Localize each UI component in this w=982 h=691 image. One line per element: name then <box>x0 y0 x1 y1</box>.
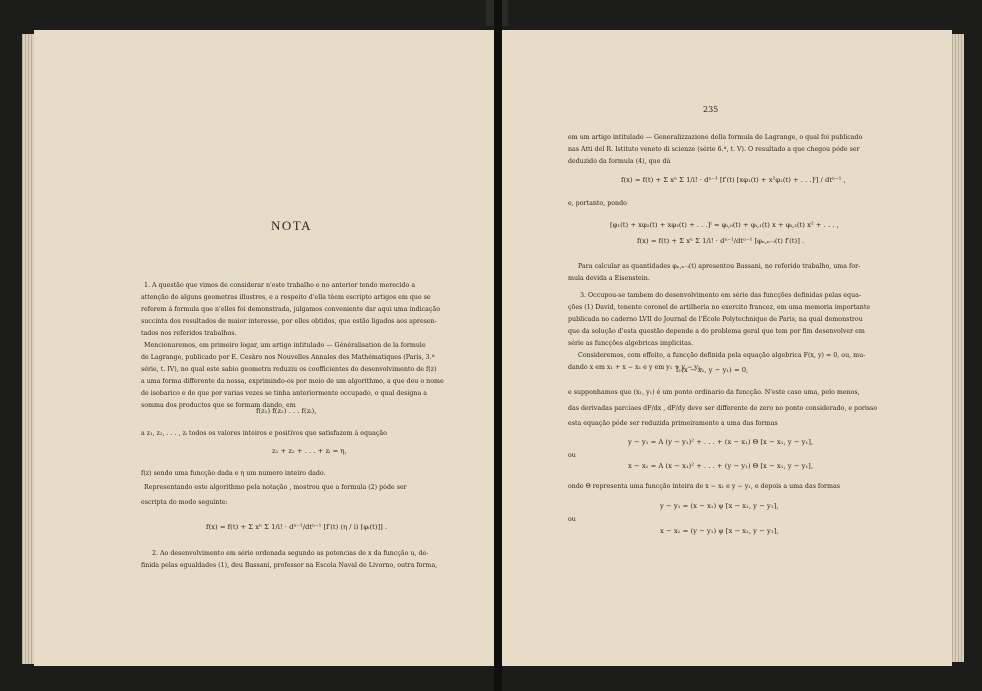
text-line: que da solução d'esta questão depende a do problema geral que tem por fim desenvolver em <box>568 328 865 335</box>
text-line: tados nos referidos trabalhos. <box>141 330 237 337</box>
text-line: 1. A questão que vimos de considerar n'este trabalho e no anterior tendo merecido a <box>144 282 416 289</box>
text-line: finida pelas egualdades (1), deu Bassani, professor na Escola Naval de Livorno, outra forma, <box>141 562 438 569</box>
text-line: 2. Ao desenvolvimento em série ordenada segundo as potencias de x da funcção u, de- <box>152 550 429 557</box>
text-line: publicada no caderno LVII do Journal de l'École Polytechnique de Paris, na qual demonstrou <box>568 316 863 323</box>
text-line: de Lagrange, publicado por E. Cesàro nos Nouvelles Annales des Mathématiques (Paris, 3.ª <box>141 354 435 361</box>
text-line: a z₁, z₂, . . . , zᵢ todos os valores inteiros e positivos que satisfazem á equação <box>141 430 387 437</box>
right-page <box>500 30 952 666</box>
text-line: nas Atti del R. Istituto veneto di scienze (série 6.ª, t. V). O resultado a que chegou póde ser <box>568 146 860 153</box>
text-line: a uma forma differente da nossa, exprimindo-os por meio de um algorithmo, a que deu o nome <box>141 378 444 385</box>
text-line: e, portanto, pondo <box>568 200 627 207</box>
page-number: 235 <box>703 105 719 114</box>
equation: f(x) = f(t) + Σ xⁿ Σ 1/i! · dⁿ⁻¹/dtⁿ⁻¹ [f′(t) (η / i) [φᵢ(t)]] . <box>206 523 388 531</box>
text-line: série, t. IV), no qual este sabio geometra reduziu os coefficientes do desenvolvimento de f(z) <box>141 366 437 373</box>
text-line: de isobarico e de que por varias vezes se tinha anteriormente occupado, o qual designa a <box>141 390 427 397</box>
equation: x − x₁ = (y − y₁) ψ [x − x₁, y − y₁], <box>660 527 779 535</box>
equation: y − y₁ = (x − x₁) ψ [x − x₁, y − y₁], <box>660 502 779 510</box>
text-line: ou <box>568 516 576 523</box>
text-line: somma dos productos que se formam dando, em <box>141 402 296 409</box>
text-line: onde Θ representa uma funcção inteira de x − x₁ e y − y₁, e depois a uma das formas <box>568 483 841 490</box>
text-line: em um artigo intitulado — Generalizzazione della formula de Lagrange, o qual foi publicado <box>568 134 863 141</box>
book-gutter <box>494 0 502 691</box>
equation: f(x) = f(t) + Σ xⁿ Σ 1/i! · dⁿ⁻¹ [f′(t) [xφ₁(t) + x²φ₂(t) + . . .]ⁱ] / dtⁿ⁻¹ , <box>621 176 846 184</box>
text-line: attenção de alguns geometras illustres, e a respeito d'ella têem escripto artigos em que se <box>141 294 431 301</box>
equation: f(x) = f(t) + Σ xⁿ Σ 1/i! · dⁿ⁻¹/dtⁿ⁻¹ [φₙ,ₙ₋ᵢ(t) f′(t)] . <box>637 237 805 245</box>
equation: [φ₁(t) + xφ₂(t) + xφ₃(t) + . . .]ⁱ = φᵢ,₀(t) + φᵢ,₁(t) x + φᵢ,₂(t) x² + . . . , <box>610 221 839 229</box>
left-page <box>34 30 496 666</box>
text-line: série as funcções algebricas implicitas. <box>568 340 694 347</box>
equation: y − y₁ = A (y − y₁)² + . . . + (x − x₁) Θ [x − x₁, y − y₁], <box>628 438 814 446</box>
text-line: ou <box>568 452 576 459</box>
text-line: ções (1) David, tenente coronel de artilheria no exercito francez, em uma memoria importante <box>568 304 871 311</box>
page-title: NOTA <box>271 218 313 233</box>
text-line: mula devida a Eisenstein. <box>568 275 650 282</box>
equation: f(z₁) f(z₂) . . . f(zᵢ), <box>256 407 317 415</box>
text-line: esta equação póde ser reduzida primeiramente a uma das formas <box>568 420 778 427</box>
text-line: das derivadas parciaes dF/dx , dF/dy deve ser differente de zero no ponto considerado, e porisso <box>568 405 878 412</box>
text-line: Para calcular as quantidades φₙ,ₙ₋ᵢ(t) apresentou Bassani, no referido trabalho, uma for- <box>578 263 861 270</box>
text-line: escripta do modo seguinte: <box>141 499 228 506</box>
text-line: referem á formula que n'elles foi demonstrada, julgamos conveniente dar aqui uma indicação <box>141 306 440 313</box>
text-line: dando x em x₁ + x − x₁ e y em y₁ + y − y₁, <box>568 364 703 371</box>
text-line: deduzido da formula (4), que dá <box>568 158 671 165</box>
right-page-edges <box>950 34 964 662</box>
equation: x − x₁ = A (x − x₁)² + . . . + (y − y₁) Θ [x − x₁, y − y₁], <box>628 462 813 470</box>
text-line: Consideremos, com effeito, a funcção definida pela equação algebrica F(x, y) = 0, ou, mu- <box>578 352 866 359</box>
equation: f₁(x − x₁, y − y₁) = 0, <box>676 366 749 374</box>
equation: z₁ + z₂ + . . . + zᵢ = η, <box>272 447 347 455</box>
text-line: 3. Occupou-se tambem do desenvolvimento em série das funcções definidas pelas equa- <box>580 292 862 299</box>
text-line: succinta dos resultados de maior interesse, por elles obtidos, que estão ligados aos apresen- <box>141 318 437 325</box>
text-line: e supponhamos que (x₁, y₁) é um ponto ordinario da funcção. N'este caso uma, pelo menos, <box>568 389 860 396</box>
text-line: f(z) sendo uma funcção dada e η um numero inteiro dado. <box>141 470 326 477</box>
text-line: Mencionaremos, em primeiro logar, um artigo intitulado — Généralisation de la formule <box>144 342 426 349</box>
text-line: Representando este algorithmo pela notação , mostrou que a formula (2) póde ser <box>144 484 407 491</box>
